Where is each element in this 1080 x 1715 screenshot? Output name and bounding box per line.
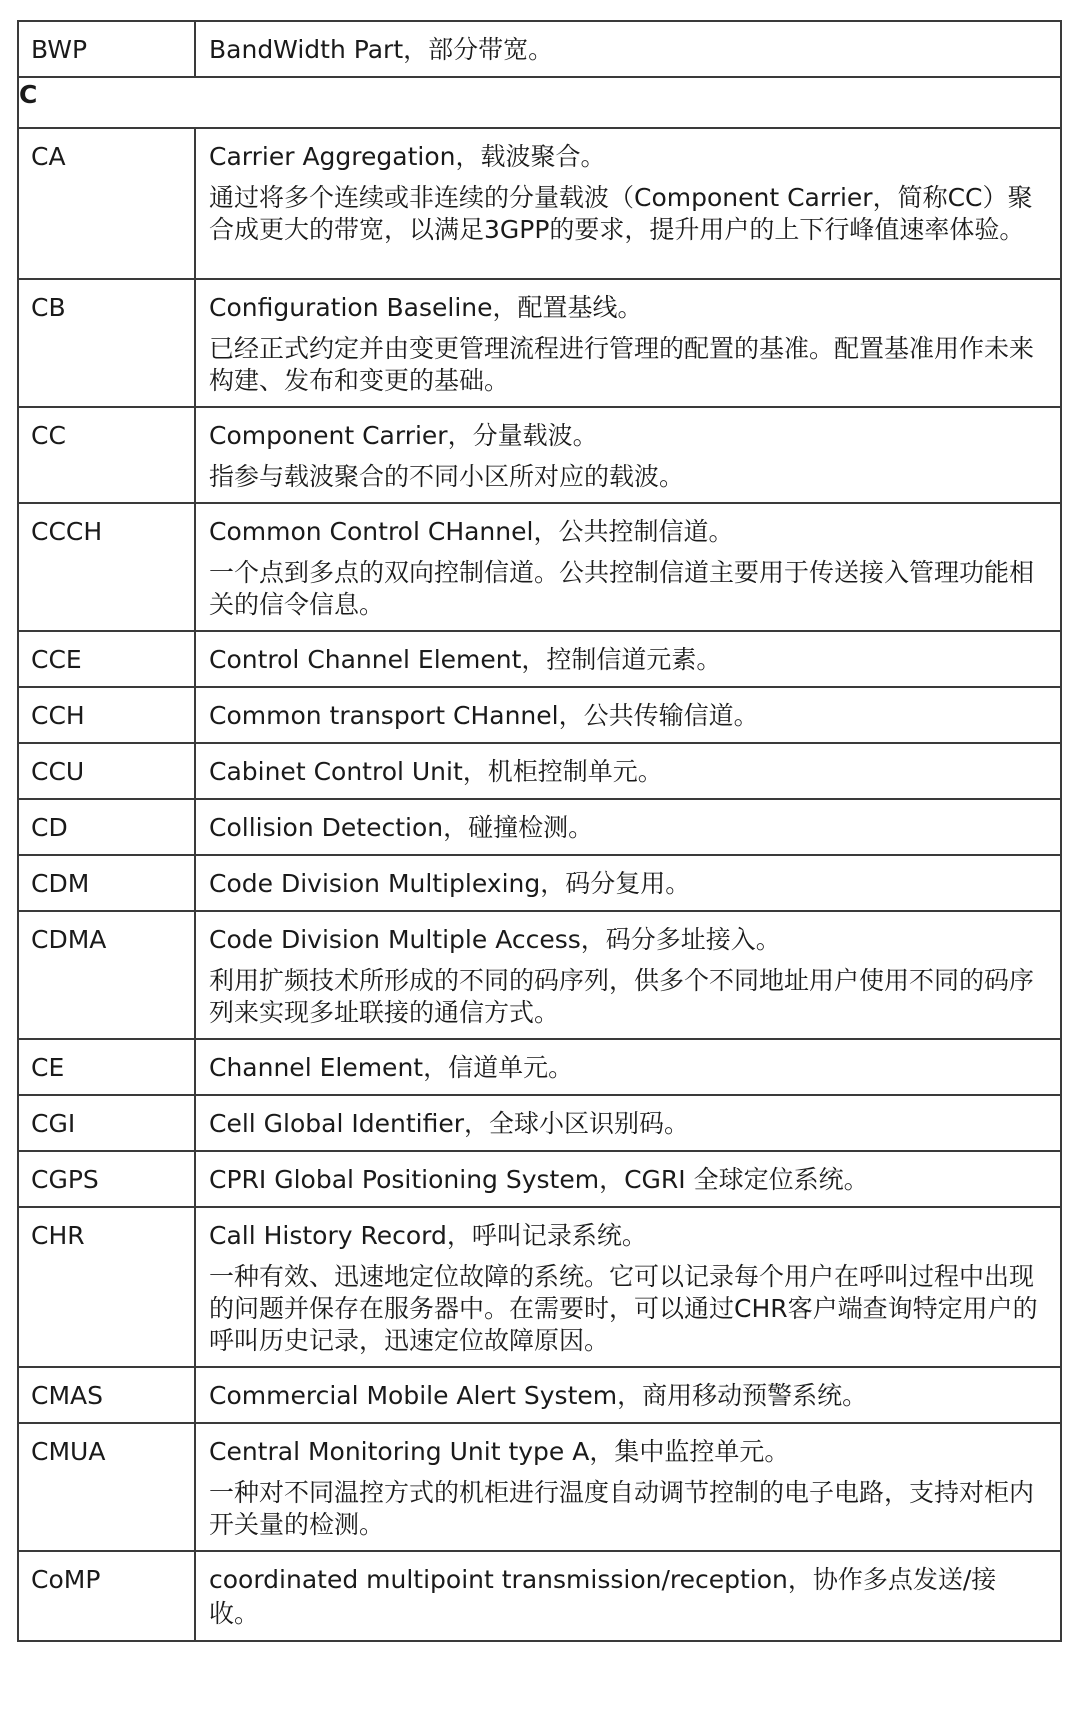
abbreviation-cell — [18, 128, 195, 279]
table-row — [18, 855, 1061, 911]
definition-cell — [195, 1367, 1061, 1423]
definition-cell — [195, 503, 1061, 631]
definition-cell — [195, 743, 1061, 799]
table-row — [18, 911, 1061, 1039]
abbreviation: CHR — [31, 1221, 85, 1250]
abbreviation: CMUA — [31, 1437, 106, 1466]
term: Call History Record，呼叫记录系统。 — [209, 1221, 647, 1250]
table-row — [18, 1367, 1061, 1423]
abbreviation: BWP — [31, 35, 88, 64]
abbreviation: CC — [31, 421, 66, 450]
abbreviation: CGPS — [31, 1165, 99, 1194]
abbreviation-cell — [18, 1039, 195, 1095]
abbreviation-cell — [18, 1151, 195, 1207]
abbreviation: CGI — [31, 1109, 76, 1138]
term: Common transport CHannel，公共传输信道。 — [209, 701, 759, 730]
table-row — [18, 1151, 1061, 1207]
definition-cell — [195, 631, 1061, 687]
section-letter-row — [18, 77, 1061, 128]
abbreviation: CMAS — [31, 1381, 103, 1410]
abbreviation: CB — [31, 293, 66, 322]
abbreviation-cell — [18, 503, 195, 631]
abbreviation-cell — [18, 799, 195, 855]
term: Code Division Multiple Access，码分多址接入。 — [209, 925, 781, 954]
glossary-table — [17, 20, 1062, 1642]
table-row — [18, 743, 1061, 799]
table-row — [18, 631, 1061, 687]
definition-cell — [195, 21, 1061, 77]
abbreviation-cell — [18, 687, 195, 743]
table-row — [18, 687, 1061, 743]
term: CPRI Global Positioning System，CGRI 全球定位系统。 — [209, 1165, 869, 1194]
abbreviation-cell — [18, 1207, 195, 1367]
term: Configuration Baseline，配置基线。 — [209, 293, 643, 322]
definition-cell — [195, 407, 1061, 503]
table-row — [18, 799, 1061, 855]
description: 已经正式约定并由变更管理流程进行管理的配置的基准。配置基准用作未来构建、发布和变更的基础。 — [209, 334, 1035, 395]
abbreviation-cell — [18, 911, 195, 1039]
definition-cell — [195, 1551, 1061, 1641]
definition-cell — [195, 855, 1061, 911]
abbreviation-cell — [18, 21, 195, 77]
abbreviation: CoMP — [31, 1565, 101, 1594]
description: 指参与载波聚合的不同小区所对应的载波。 — [209, 462, 685, 491]
abbreviation: CDMA — [31, 925, 107, 954]
abbreviation-cell — [18, 1551, 195, 1641]
abbreviation-cell — [18, 1423, 195, 1551]
term: BandWidth Part，部分带宽。 — [209, 35, 554, 64]
description: 一种对不同温控方式的机柜进行温度自动调节控制的电子电路，支持对柜内开关量的检测。 — [209, 1478, 1035, 1539]
term: Carrier Aggregation，载波聚合。 — [209, 142, 606, 171]
abbreviation-cell — [18, 279, 195, 407]
term: Cell Global Identifier，全球小区识别码。 — [209, 1109, 689, 1138]
term: Cabinet Control Unit，机柜控制单元。 — [209, 757, 663, 786]
description: 一个点到多点的双向控制信道。公共控制信道主要用于传送接入管理功能相关的信令信息。 — [209, 558, 1035, 619]
abbreviation: CDM — [31, 869, 90, 898]
definition-cell — [195, 911, 1061, 1039]
abbreviation-cell — [18, 1095, 195, 1151]
table-row — [18, 1207, 1061, 1367]
description: 利用扩频技术所形成的不同的码序列，供多个不同地址用户使用不同的码序列来实现多址联接的通信方式。 — [209, 966, 1035, 1027]
definition-cell — [195, 279, 1061, 407]
definition-cell — [195, 1151, 1061, 1207]
abbreviation-cell — [18, 855, 195, 911]
table-row — [18, 128, 1061, 279]
abbreviation-cell — [18, 1367, 195, 1423]
table-row — [18, 407, 1061, 503]
definition-cell — [195, 1207, 1061, 1367]
term: Component Carrier，分量载波。 — [209, 421, 598, 450]
abbreviation: CD — [31, 813, 68, 842]
definition-cell — [195, 1423, 1061, 1551]
abbreviation-cell — [18, 743, 195, 799]
definition-cell — [195, 1095, 1061, 1151]
abbreviation: CA — [31, 142, 66, 171]
term: Control Channel Element，控制信道元素。 — [209, 645, 722, 674]
abbreviation: CCU — [31, 757, 85, 786]
term: Commercial Mobile Alert System，商用移动预警系统。 — [209, 1381, 868, 1410]
description: 通过将多个连续或非连续的分量载波（Component Carrier，简称CC）聚合成更大的带宽，以满足3GPP的要求，提升用户的上下行峰值速率体验。 — [209, 183, 1033, 244]
definition-cell — [195, 687, 1061, 743]
table-row — [18, 279, 1061, 407]
table-row — [18, 1551, 1061, 1641]
abbreviation: CCCH — [31, 517, 103, 546]
term: Common Control CHannel，公共控制信道。 — [209, 517, 734, 546]
term: Channel Element，信道单元。 — [209, 1053, 574, 1082]
term: Collision Detection，碰撞检测。 — [209, 813, 594, 842]
table-row — [18, 1423, 1061, 1551]
term: Code Division Multiplexing，码分复用。 — [209, 869, 691, 898]
description: 一种有效、迅速地定位故障的系统。它可以记录每个用户在呼叫过程中出现的问题并保存在服务器中。在需要时，可以通过CHR客户端查询特定用户的呼叫历史记录，迅速定位故障原因。 — [209, 1262, 1038, 1355]
table-row — [18, 503, 1061, 631]
abbreviation: CE — [31, 1053, 65, 1082]
abbreviation-cell — [18, 407, 195, 503]
table-row — [18, 21, 1061, 77]
term: coordinated multipoint transmission/reception，协作多点发送/接收。 — [209, 1565, 997, 1628]
table-row — [18, 1095, 1061, 1151]
definition-cell — [195, 799, 1061, 855]
definition-cell — [195, 128, 1061, 279]
table-row — [18, 1039, 1061, 1095]
term: Central Monitoring Unit type A，集中监控单元。 — [209, 1437, 790, 1466]
glossary-body — [18, 21, 1061, 1641]
abbreviation-cell — [18, 631, 195, 687]
abbreviation: CCE — [31, 645, 82, 674]
definition-cell — [195, 1039, 1061, 1095]
abbreviation: CCH — [31, 701, 85, 730]
section-letter: C — [18, 77, 1061, 128]
